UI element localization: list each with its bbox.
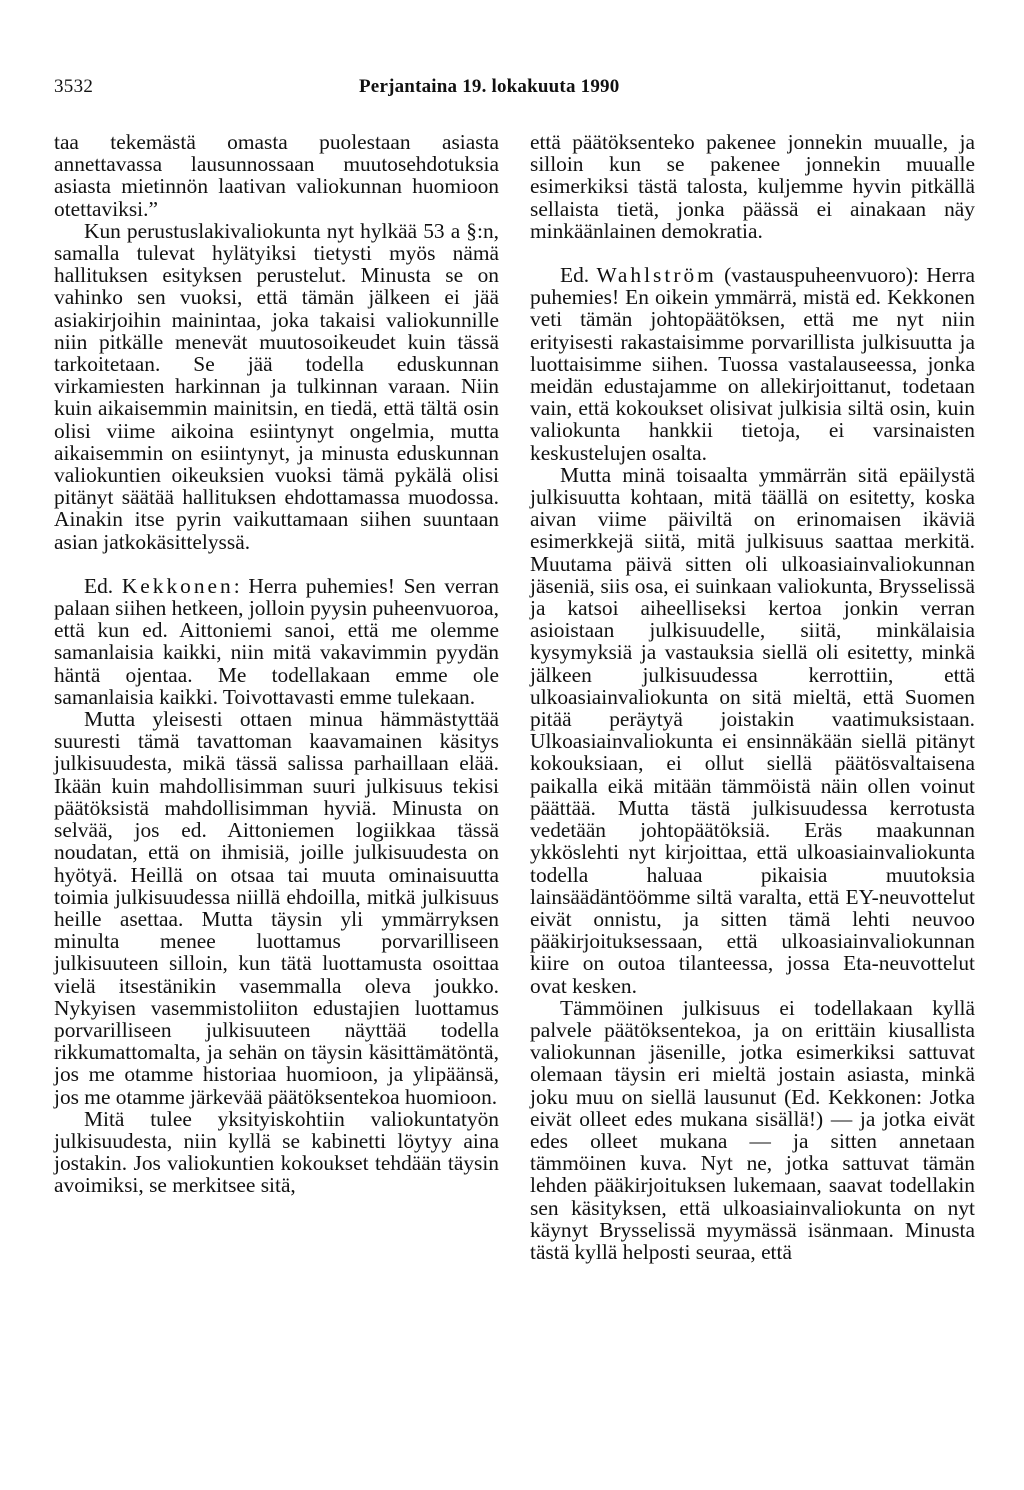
paragraph-continuation: että päätöksenteko pakenee jonnekin muualle, ja silloin kun se pakenee jonnekin muualle esimerkiksi tästä talosta, kuljemme hyvin pitkällä sellaista tietä, jonka päässä ei ainakaan näy minkäänlainen demokratia.: [530, 130, 975, 243]
speech-wahlstrom: [530, 264, 975, 464]
paragraph-continuation: taa tekemästä omasta puolestaan asiasta annettavassa lausunnossaan muutosehdotuksia asiasta mietinnön laativan valiokunnan huomioon otettaviksi.”: [54, 130, 499, 221]
right-column: [530, 131, 975, 1263]
paragraph: Mutta minä toisaalta ymmärrän sitä epäilystä julkisuutta kohtaan, mitä täällä on esitetty, koska aivan viime päiviltä on erinomaisen ikäviä esimerkkejä siitä, mitä julkisuus saattaa merkitä. Muutama päivä sitten oli ulkoasiainvaliokunnan jäseniä, siis osa, ei suinkaan valiokunta, Brysselissä ja katsoi aiheelliseksi kertoa jonkin verran asioistaan julkisuudelle, siitä, minkälaisia kysymyksiä ja vastauksia siellä oli esitetty, minkä jälkeen julkisuudessa kerrottiin, että ulkoasiainvaliokunta on sitä mieltä, että Suomen pitää peräytyä joistakin vaatimuksistaan. Ulkoasiainvaliokunta ei ensinnäkään siellä pitänyt kokouksiaan, ei ollut siellä päätösvaltaisena paikalla eikä mitään tämmöistä näin ollen voinut päättää. Mutta tästä julkisuudessa kerrotusta vedetään johtopäätöksiä. Eräs maakunnan ykköslehti nyt kirjoittaa, että ulkoasiainvaliokunta todella haluaa pikaisia muutoksia lainsäädäntöömme siltä varalta, että EY-neuvottelut eivät onnistu, ja sitten tämä lehti neuvoo pääkirjoituksessaan, että ulkoasiainvaliokunnan kiire on outoa tilanteessa, jossa Eta-neuvottelut ovat kesken.: [530, 462, 975, 998]
paragraph: Mutta yleisesti ottaen minua hämmästyttää suuresti tämä tavattoman kaavamainen käsitys julkisuudesta, mikä tässä salissa parhaillaan elää. Ikään kuin mahdollisimman suuri julkisuus tekisi päätöksistä mahdollisimman hyviä. Minusta on selvää, jos ed. Aittoniemen logiikkaa tässä noudatan, että on ihmisiä, joille julkisuudesta on hyötyä. Heillä on otsaa tai muuta ominaisuutta toimia julkisuudessa niillä ehdoilla, mitkä julkisuus heille asettaa. Mutta täysin yli ymmärryksen minulta menee luottamus porvarilliseen julkisuuteen silloin, kun tätä luottamusta osoittaa vielä itsestänikin vasemmalla oleva joukko. Nykyisen vasemmistoliiton edustajien luottamus porvarilliseen julkisuuteen näyttää todella rikkumattomalta, ja sehän on täysin käsittämätöntä, jos me otamme historiaa huomioon, ja ylipäänsä, jos me otamme järkevää päätöksentekoa huomioon.: [54, 707, 499, 1109]
page-number: 3532: [54, 76, 94, 97]
running-head: Perjantaina 19. lokakuuta 1990: [359, 76, 620, 97]
speaker-name: Kekkonen: [121, 573, 234, 598]
paragraph: Tämmöinen julkisuus ei todellakaan kyllä palvele päätöksentekoa, ja on erittäin kiusallista valiokunnan jäsenille, jotka esimerkiksi sattuvat olemaan täysin eri mieltä jostain asiasta, minkä joku muu on siellä lausunut (Ed. Kekkonen: Jotka eivät olleet edes mukana sisällä!) — ja jotka eivät edes olleet mukana — ja sitten annetaan tämmöinen kuva. Nyt ne, jotka sattuvat tämän lehden pääkirjoituksen lukemaan, saavat todellakin sen käsityksen, että ulkoasiainvaliokunta on nyt käynyt Brysselissä myymässä isänmaan. Minusta tästä kyllä helposti seuraa, että: [530, 995, 975, 1264]
paragraph: Mitä tulee yksityiskohtiin valiokuntatyön julkisuudesta, niin kyllä se kabinetti löytyy aina jostakin. Jos valiokuntien kokoukset tehdään täysin avoimiksi, se merkitsee sitä,: [54, 1106, 499, 1198]
speech-kekkonen: [54, 575, 499, 708]
left-column: [54, 131, 499, 1197]
speech-text: (vastauspuheenvuoro): Herra puhemies! En oikein ymmärrä, mistä ed. Kekkonen veti tämän johtopäätöksen, että me nyt niin erityisesti rakastaisimme porvarillista julkisuutta ja luottaisimme siihen. Tuossa vastalauseessa, jonka meidän edustajamme on allekirjoittanut, todetaan vain, että kokoukset olisivat julkisia siltä osin, kuin valiokunta hankkii tietoja, ei varsinaisten keskustelujen osalta.: [530, 263, 975, 465]
page-header: [54, 76, 970, 102]
speaker-prefix: Ed.: [84, 573, 114, 598]
paragraph: Kun perustuslakivaliokunta nyt hylkää 53 a §:n, samalla tulevat hylätyiksi tietysti myös nämä hallituksen esityksen perustelut. Minusta se on vahinko sen vuoksi, että tämän jälkeen ei jää asiakirjoihin mainintaa, joka takaisi valiokunnille niin pitkälle menevät muutosoikeudet kuin tässä tarkoitetaan. Se jää todella eduskunnan virkamiesten harkinnan ja tulkinnan varaan. Niin kuin aikaisemmin mainitsin, en tiedä, että tältä osin olisi viime aikoina esiintynyt ongelmia, mutta aikaisemmin on esiintynyt, ja minusta eduskunnan valiokuntien oikeuksien vuoksi tämä pykälä olisi pitänyt säätää hallituksen ehdottamassa muodossa. Ainakin itse pyrin vaikuttamaan siihen suuntaan asian jatkokäsittelyssä.: [54, 218, 499, 554]
speech-text: : Herra puhemies! Sen verran palaan siihen hetkeen, jolloin pyysin puheenvuoroa, että kun ed. Aittoniemi sanoi, että me olemme samanlaisia kaikki, niin mitä vakavimmin pyydän häntä ojentaa. Me todellakaan emme ole samanlaisia kaikki. Toivottavasti emme tulekaan.: [54, 573, 499, 709]
speaker-prefix: Ed.: [560, 263, 590, 288]
speaker-name: Wahlström: [596, 263, 717, 288]
